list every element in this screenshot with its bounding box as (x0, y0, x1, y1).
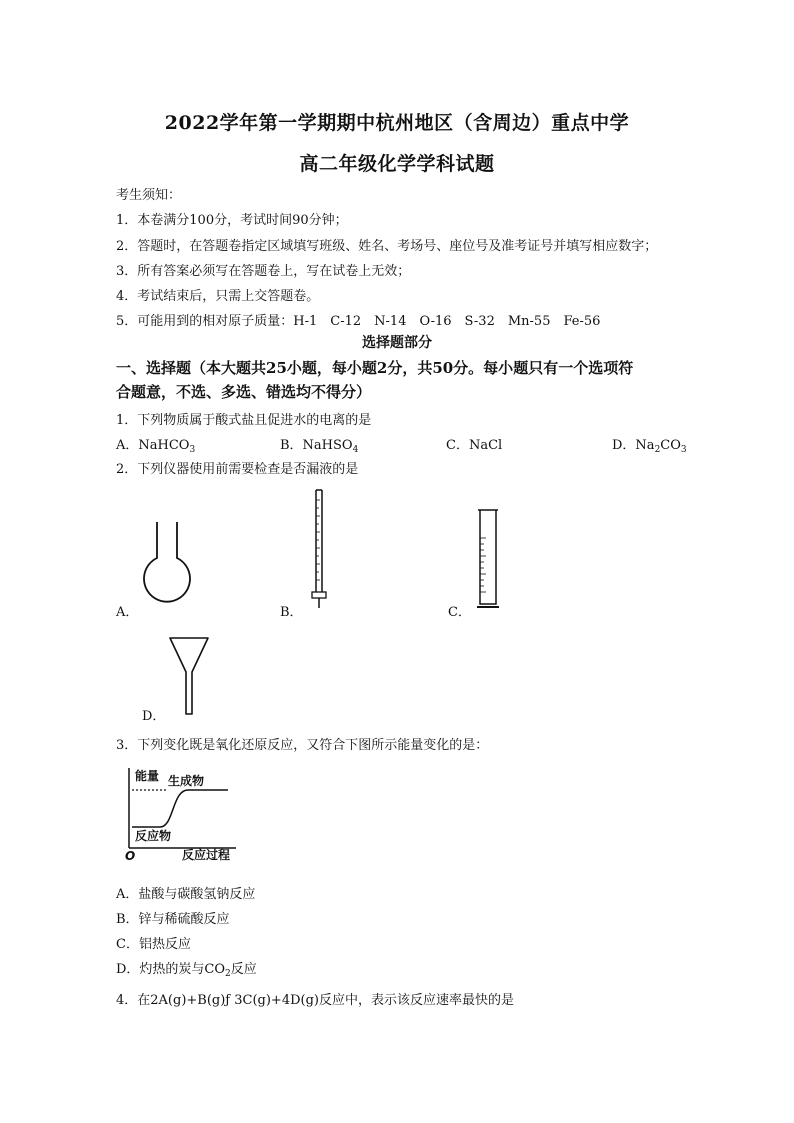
notice-item-2: 2．答题时，在答题卷指定区域填写班级、姓名、考场号、座位号及准考证号并填写相应数字； (116, 239, 658, 254)
section-heading-line1: 一、选择题（本大题共25小题，每小题2分，共50分。每小题只有一个选项符 (116, 359, 634, 377)
funnel-icon (168, 636, 210, 718)
notice-item-1: 1．本卷满分100分，考试时间90分钟； (116, 213, 348, 228)
section-title: 选择题部分 (362, 335, 432, 351)
q1-option-c: C．NaCl (446, 438, 503, 453)
section-heading-line2: 合题意，不选、多选、错选均不得分） (116, 383, 372, 401)
q3-option-c: C．铝热反应 (116, 937, 191, 952)
graph-label-energy: 能量 (135, 769, 160, 783)
q1-option-b: B．NaHSO$_4$ (280, 438, 359, 455)
graph-label-process: 反应过程 (182, 848, 231, 862)
q4-stem: 4．在2A(g)+B(g)ƒ 3C(g)+4D(g)反应中，表示该反应速率最快的是 (116, 993, 514, 1008)
q2-option-a: A． (116, 605, 139, 620)
q2-option-c: C． (448, 605, 471, 620)
notice-item-4: 4．考试结束后，只需上交答题卷。 (116, 289, 320, 304)
notice-item-3: 3．所有答案必须写在答题卷上，写在试卷上无效； (116, 264, 411, 279)
exam-title-line2: 高二年级化学学科试题 (299, 153, 495, 175)
q1-stem: 1．下列物质属于酸式盐且促进水的电离的是 (116, 413, 372, 428)
exam-title-line1: 2022学年第一学期期中杭州地区（含周边）重点中学 (164, 112, 630, 134)
q1-option-a: A．NaHCO$_3$ (116, 438, 196, 455)
q3-option-d: D．灼热的炭与$CO_2$反应 (116, 962, 257, 979)
q2-option-d: D． (142, 709, 166, 724)
q1-option-d: D．$Na_2CO_3$ (612, 438, 687, 455)
volumetric-flask-icon (134, 520, 200, 612)
energy-diagram (112, 760, 242, 862)
graduated-cylinder-icon (474, 508, 502, 612)
notice-heading: 考生须知： (116, 188, 182, 203)
graph-label-reactant: 反应物 (135, 829, 172, 843)
graph-label-product: 生成物 (168, 774, 205, 788)
notice-item-5: 5．可能用到的相对原子质量：H-1 C-12 N-14 O-16 S-32 Mn-55 Fe-56 (116, 314, 601, 329)
q2-option-b: B． (280, 605, 303, 620)
q2-stem: 2．下列仪器使用前需要检查是否漏液的是 (116, 462, 359, 477)
q3-option-a: A．盐酸与碳酸氢钠反应 (116, 887, 256, 902)
graph-label-origin: O (125, 849, 136, 862)
q3-option-b: B．锌与稀硫酸反应 (116, 912, 230, 927)
burette-icon (308, 488, 330, 612)
q3-stem: 3．下列变化既是氧化还原反应，又符合下图所示能量变化的是： (116, 738, 489, 753)
